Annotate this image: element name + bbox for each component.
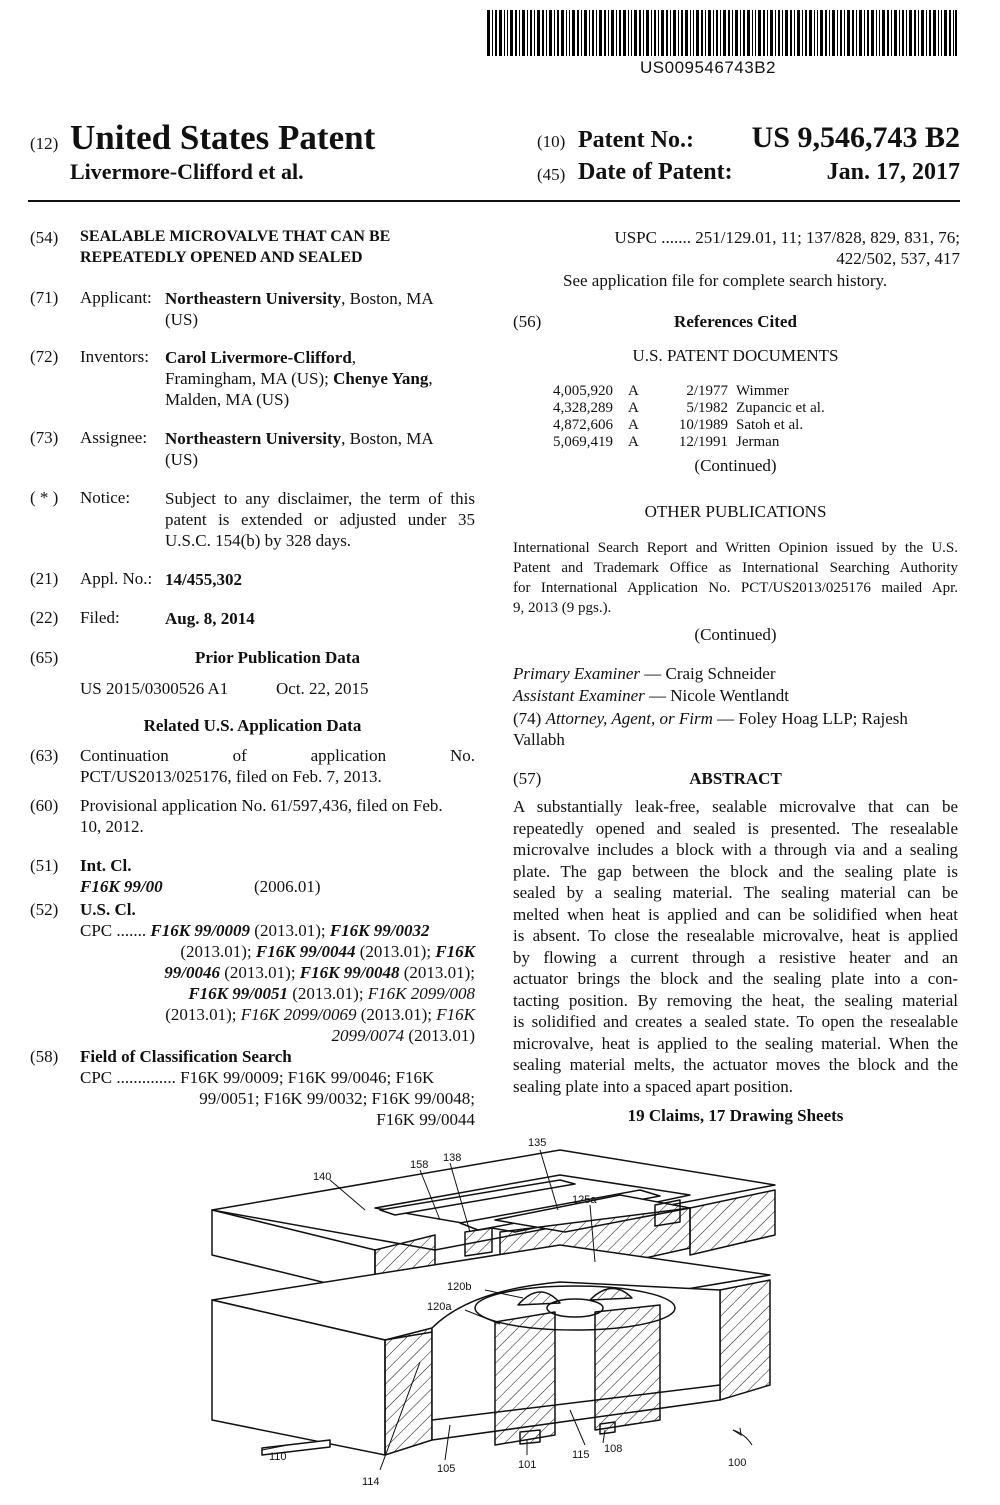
patent-heading: United States Patent — [70, 118, 376, 157]
lead-108 — [600, 1422, 615, 1434]
cpc-class-4a: F16K — [435, 942, 475, 961]
label-140: 140 — [313, 1171, 332, 1183]
pillar-section-left — [495, 1312, 555, 1445]
cpc-class-6: F16K 99/0051 — [188, 984, 288, 1003]
assignee-code: (73) — [30, 428, 59, 447]
notice-line-1: Subject to any disclaimer, the term of this — [165, 489, 475, 508]
cpc-class-3: F16K 99/0044 — [255, 942, 356, 961]
field-line-3: F16K 99/0044 — [376, 1110, 475, 1129]
inventor-2: Chenye Yang — [333, 369, 429, 388]
cpc-line-4 — [188, 984, 475, 1004]
invention-title-1: SEALABLE MICROVALVE THAT CAN BE — [80, 228, 391, 245]
appl-code: (21) — [30, 569, 59, 588]
notice-code: ( * ) — [30, 488, 59, 507]
appl-label: Appl. No.: — [80, 569, 153, 588]
reference-date: 12/1991 — [678, 434, 728, 450]
reference-num: 4,328,289 — [553, 400, 613, 416]
title-code: (54) — [30, 228, 59, 247]
assistant-examiner — [513, 686, 789, 706]
notice-line-2: patent is extended or adjusted under 35 — [165, 510, 475, 529]
cpc-class-7: F16K 2099/008 — [367, 984, 475, 1003]
notice-label: Notice: — [80, 488, 131, 507]
abstract-code: (57) — [513, 769, 542, 788]
label-114: 114 — [362, 1476, 380, 1488]
inventor-1-location: Framingham, MA (US); — [165, 369, 334, 388]
appl-number: 14/455,302 — [165, 570, 242, 589]
cpc-year-5: (2013.01); — [399, 963, 475, 982]
continuation-code: (63) — [30, 746, 59, 765]
label-115: 115 — [572, 1449, 590, 1461]
applicant-country: (US) — [165, 310, 199, 329]
other-pub-continued: (Continued) — [694, 625, 777, 644]
other-pub-line-2: Patent and Trademark Office as International Searching Authority — [513, 560, 958, 576]
attorney-label: Attorney, Agent, or Firm — [545, 709, 713, 728]
abstract-line: melted when heat is applied and can be solidified when heat — [513, 904, 958, 924]
cpc-line-3 — [164, 963, 475, 983]
invention-title-2: REPEATEDLY OPENED AND SEALED — [80, 249, 363, 266]
uscl-code: (52) — [30, 900, 59, 919]
label-100: 100 — [728, 1457, 747, 1469]
label-125a: 125a — [572, 1194, 597, 1206]
pillar-section-right — [595, 1305, 660, 1430]
applicant-code: (71) — [30, 288, 59, 307]
microvalve-figure — [0, 1130, 1000, 1500]
abstract-line: tacting position. By removing the heat, the sealing material — [513, 990, 958, 1010]
abstract-line: microvalve, heat is applied to the sealing material. When the — [513, 1033, 958, 1053]
reference-name: Satoh et al. — [736, 417, 804, 433]
assignee-label: Assignee: — [80, 428, 148, 447]
cpc-class-5: F16K 99/0048 — [299, 963, 400, 982]
cpc-year-2: (2013.01); — [180, 942, 256, 961]
reference-num: 4,005,920 — [553, 383, 613, 399]
abstract-line: A substantially leak-free, sealable microvalve that can be — [513, 797, 958, 816]
related-heading: Related U.S. Application Data — [143, 716, 362, 735]
abstract-line: sealing material melts, the actuator moves the block and the — [513, 1055, 958, 1074]
cpc-prefix: CPC ....... — [80, 921, 151, 940]
prior-pub-heading: Prior Publication Data — [195, 648, 360, 667]
patent-date: Jan. 17, 2017 — [826, 159, 960, 185]
attorney-line-1 — [513, 709, 908, 729]
barcode-number: US009546743B2 — [640, 58, 777, 77]
cpc-class-4b: 99/0046 — [164, 963, 220, 982]
label-110: 110 — [269, 1451, 287, 1463]
base-left-section — [385, 1328, 432, 1455]
abstract-line: microvalve includes a block with a through via and a sealing — [513, 840, 958, 859]
pad-right — [655, 1200, 680, 1226]
provisional-line-2: 10, 2012. — [80, 817, 144, 836]
other-pub-line-4: 9, 2013 (9 pgs.). — [513, 600, 612, 616]
intcl-label: Int. Cl. — [80, 856, 132, 875]
field-line-2: 99/0051; F16K 99/0032; F16K 99/0048; — [199, 1089, 475, 1108]
pad-left — [465, 1228, 492, 1256]
field-line-1: CPC .............. F16K 99/0009; F16K 99/0046; F16K — [80, 1068, 435, 1087]
inventors-line-1 — [165, 347, 356, 368]
prior-pub-code: (65) — [30, 648, 59, 667]
inventors-line-2 — [165, 368, 433, 389]
cpc-line-6 — [331, 1026, 475, 1046]
refs-code: (56) — [513, 312, 542, 331]
reference-kind: A — [628, 434, 639, 450]
inventors-label: Inventors: — [80, 347, 149, 366]
refs-continued: (Continued) — [694, 456, 777, 475]
label-108: 108 — [604, 1443, 623, 1455]
label-135: 135 — [528, 1137, 547, 1149]
patent-no-label: Patent No.: — [578, 127, 694, 153]
inventor-2-location: Malden, MA (US) — [165, 390, 290, 409]
assistant-examiner-name: — Nicole Wentlandt — [644, 686, 789, 705]
cpc-class-9b: 2099/0074 — [331, 1026, 405, 1045]
abstract-heading: ABSTRACT — [689, 769, 782, 788]
label-138: 138 — [443, 1152, 462, 1164]
cpc-year-3: (2013.01); — [355, 942, 436, 961]
abstract-line: by flowing a current through a resistive heater and an — [513, 947, 958, 967]
date-code: (45) — [537, 165, 566, 184]
cpc-line-2 — [180, 942, 475, 962]
provisional-line-1: Provisional application No. 61/597,436, filed on Feb. — [80, 796, 443, 815]
primary-examiner — [513, 664, 776, 684]
barcode-graphic — [487, 10, 957, 56]
reference-num: 5,069,419 — [553, 434, 613, 450]
abstract-line: sealing plate into a spaced apart position. — [513, 1076, 793, 1096]
label-120a: 120a — [427, 1301, 452, 1313]
cpc-class-8: F16K 2099/0069 — [240, 1005, 357, 1024]
applicant-location: , Boston, MA — [341, 289, 434, 308]
filed-date: Aug. 8, 2014 — [165, 609, 255, 628]
label-120b: 120b — [447, 1281, 472, 1293]
provisional-code: (60) — [30, 796, 59, 815]
applicant-line-1 — [165, 288, 434, 309]
label-158: 158 — [410, 1159, 429, 1171]
filed-label: Filed: — [80, 608, 120, 627]
abstract-line: sealed by a sealing material. The sealing material can be — [513, 883, 958, 902]
refs-heading: References Cited — [674, 312, 797, 331]
primary-examiner-name: — Craig Schneider — [640, 664, 776, 683]
reference-name: Wimmer — [736, 383, 789, 399]
reference-kind: A — [628, 400, 639, 416]
assignee-name: Northeastern University — [165, 429, 342, 448]
prior-pub-date: Oct. 22, 2015 — [276, 679, 369, 698]
reference-date: 10/1989 — [678, 417, 728, 433]
assignee-line-1 — [165, 428, 434, 449]
inventor-1: Carol Livermore-Clifford — [165, 348, 352, 367]
cpc-class-1: F16K 99/0009 — [150, 921, 251, 940]
applicant-label: Applicant: — [80, 288, 152, 307]
continuation-line-1: Continuation of application No. — [80, 746, 475, 765]
cpc-year-7: (2013.01); — [165, 1005, 241, 1024]
assignee-location: , Boston, MA — [341, 429, 434, 448]
cpc-line-1 — [80, 921, 430, 941]
assistant-examiner-label: Assistant Examiner — [513, 686, 645, 705]
base-right-section — [720, 1280, 770, 1400]
kind-code: (12) — [30, 134, 59, 153]
reference-num: 4,872,606 — [553, 417, 613, 433]
attorney-line-2: Vallabh — [513, 730, 565, 749]
other-pub-line-3: for International Application No. PCT/US2013/025176 mailed Apr. — [513, 580, 958, 596]
attorney-code: (74) — [513, 709, 546, 728]
reference-name: Zupancic et al. — [736, 400, 825, 416]
other-pub-heading: OTHER PUBLICATIONS — [644, 502, 827, 521]
field-code: (58) — [30, 1047, 59, 1066]
intcl-year: (2006.01) — [254, 877, 321, 896]
date-label: Date of Patent: — [578, 159, 733, 185]
barcode — [487, 10, 957, 56]
abstract-line: repeatedly opened and sealed is presented. The resealable — [513, 818, 958, 838]
refs-subheading: U.S. PATENT DOCUMENTS — [632, 346, 839, 365]
cpc-class-2: F16K 99/0032 — [329, 921, 430, 940]
reference-name: Jerman — [736, 434, 780, 450]
inventor-short: Livermore-Clifford et al. — [70, 159, 304, 184]
reference-kind: A — [628, 417, 639, 433]
attorney-names: — Foley Hoag LLP; Rajesh — [712, 709, 908, 728]
uscl-label: U.S. Cl. — [80, 900, 136, 919]
reference-kind: A — [628, 383, 639, 399]
label-105: 105 — [437, 1463, 456, 1475]
filed-code: (22) — [30, 608, 59, 627]
inventors-code: (72) — [30, 347, 59, 366]
cpc-class-9a: F16K — [436, 1005, 475, 1024]
notice-line-3: U.S.C. 154(b) by 328 days. — [165, 531, 352, 550]
cpc-year-8: (2013.01); — [356, 1005, 437, 1024]
header-divider — [28, 200, 960, 202]
intcl-code: (51) — [30, 856, 59, 875]
assignee-country: (US) — [165, 450, 199, 469]
patent-no-code: (10) — [537, 132, 566, 151]
lead-101 — [520, 1430, 540, 1444]
uspc-line-3: See application file for complete search history. — [563, 271, 888, 290]
label-101: 101 — [518, 1459, 537, 1471]
intcl-class: F16K 99/00 — [80, 877, 163, 896]
frame-right-section — [690, 1190, 775, 1255]
abstract-line: actuator brings the block and the sealing plate into a con- — [513, 969, 958, 988]
cpc-year-1: (2013.01); — [250, 921, 330, 940]
reference-date: 5/1982 — [686, 400, 728, 416]
abstract-line: is solidified and creates a sealed state. To open the resealable — [513, 1012, 958, 1031]
uspc-line-2: 422/502, 537, 417 — [836, 249, 960, 268]
prior-pub-number: US 2015/0300526 A1 — [80, 679, 229, 698]
abstract-line: plate. The gap between the block and the sealing plate is — [513, 861, 958, 881]
cpc-year-9: (2013.01) — [404, 1026, 475, 1045]
claims-count: 19 Claims, 17 Drawing Sheets — [627, 1106, 844, 1125]
field-label: Field of Classification Search — [80, 1047, 292, 1066]
primary-examiner-label: Primary Examiner — [513, 664, 641, 683]
uspc-line-1: USPC ....... 251/129.01, 11; 137/828, 829, 831, 76; — [614, 228, 960, 247]
other-pub-line-1: International Search Report and Written Opinion issued by the U.S. — [513, 540, 958, 556]
inventor-sep-1: , — [351, 348, 357, 367]
reference-date: 2/1977 — [686, 383, 728, 399]
inventor-sep-2: , — [428, 369, 433, 388]
cpc-year-4: (2013.01); — [220, 963, 300, 982]
continuation-line-2: PCT/US2013/025176, filed on Feb. 7, 2013. — [80, 767, 382, 786]
patent-no: US 9,546,743 B2 — [751, 121, 960, 154]
microvalve-drawing — [0, 1130, 1000, 1500]
applicant-name: Northeastern University — [165, 289, 342, 308]
cpc-year-6: (2013.01); — [288, 984, 368, 1003]
cpc-line-5 — [165, 1005, 475, 1025]
abstract-line: is absent. To close the resealable microvalve, heat is applied — [513, 926, 958, 945]
